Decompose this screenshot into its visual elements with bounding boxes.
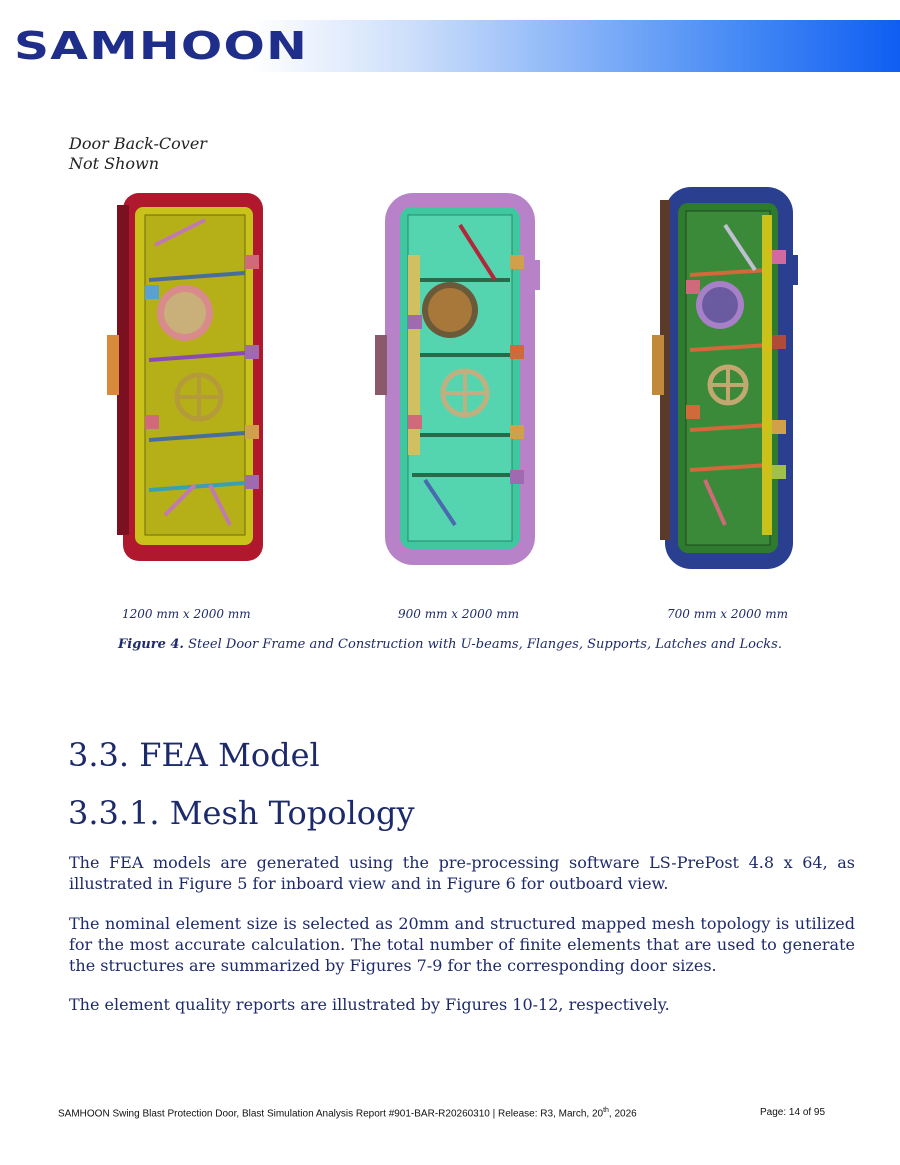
footer-date-suffix: th: [603, 1107, 609, 1114]
figure-note-line-1: Door Back-Cover: [69, 134, 207, 153]
body-paragraph-2: The nominal element size is selected as 20mm and structured mapped mesh topology is utilized for the most accurate calculation. The total number of finite elements that are used to generate the structures are summarized by Figures 7-9 for the corresponding door sizes.: [69, 914, 855, 975]
door-figure: [90, 185, 850, 585]
figure-caption-label: Figure 4.: [118, 637, 184, 652]
footer-report-title: SAMHOON Swing Blast Protection Door, Blast Simulation Analysis Report #901-BAR-R20260310 | Release: R3, March, 20: [58, 1108, 604, 1120]
door-size-label-2: 900 mm x 2000 mm: [398, 607, 519, 621]
door-1200-drawing: [105, 185, 270, 565]
door-size-label-3: 700 mm x 2000 mm: [667, 607, 788, 621]
footer-report-info: [58, 1107, 637, 1119]
body-paragraph-3: The element quality reports are illustrated by Figures 10-12, respectively.: [69, 995, 670, 1014]
figure-note: [69, 134, 207, 174]
footer-year: , 2026: [608, 1108, 637, 1120]
door-900-drawing: [370, 185, 540, 570]
section-heading-mesh-topology: 3.3.1. Mesh Topology: [68, 794, 415, 832]
section-heading-fea-model: 3.3. FEA Model: [68, 736, 320, 774]
figure-note-line-2: Not Shown: [69, 154, 160, 173]
figure-caption-text: Steel Door Frame and Construction with U-beams, Flanges, Supports, Latches and Locks.: [183, 637, 782, 652]
company-logo: SAMHOON: [14, 24, 309, 68]
figure-caption: [0, 637, 900, 652]
footer-page-number: Page: 14 of 95: [760, 1107, 826, 1118]
door-700-drawing: [650, 185, 800, 575]
body-paragraph-1: The FEA models are generated using the pre-processing software LS-PrePost 4.8 x 64, as illustrated in Figure 5 for inboard view and in Figure 6 for outboard view.: [69, 853, 855, 893]
door-size-label-1: 1200 mm x 2000 mm: [122, 607, 251, 621]
